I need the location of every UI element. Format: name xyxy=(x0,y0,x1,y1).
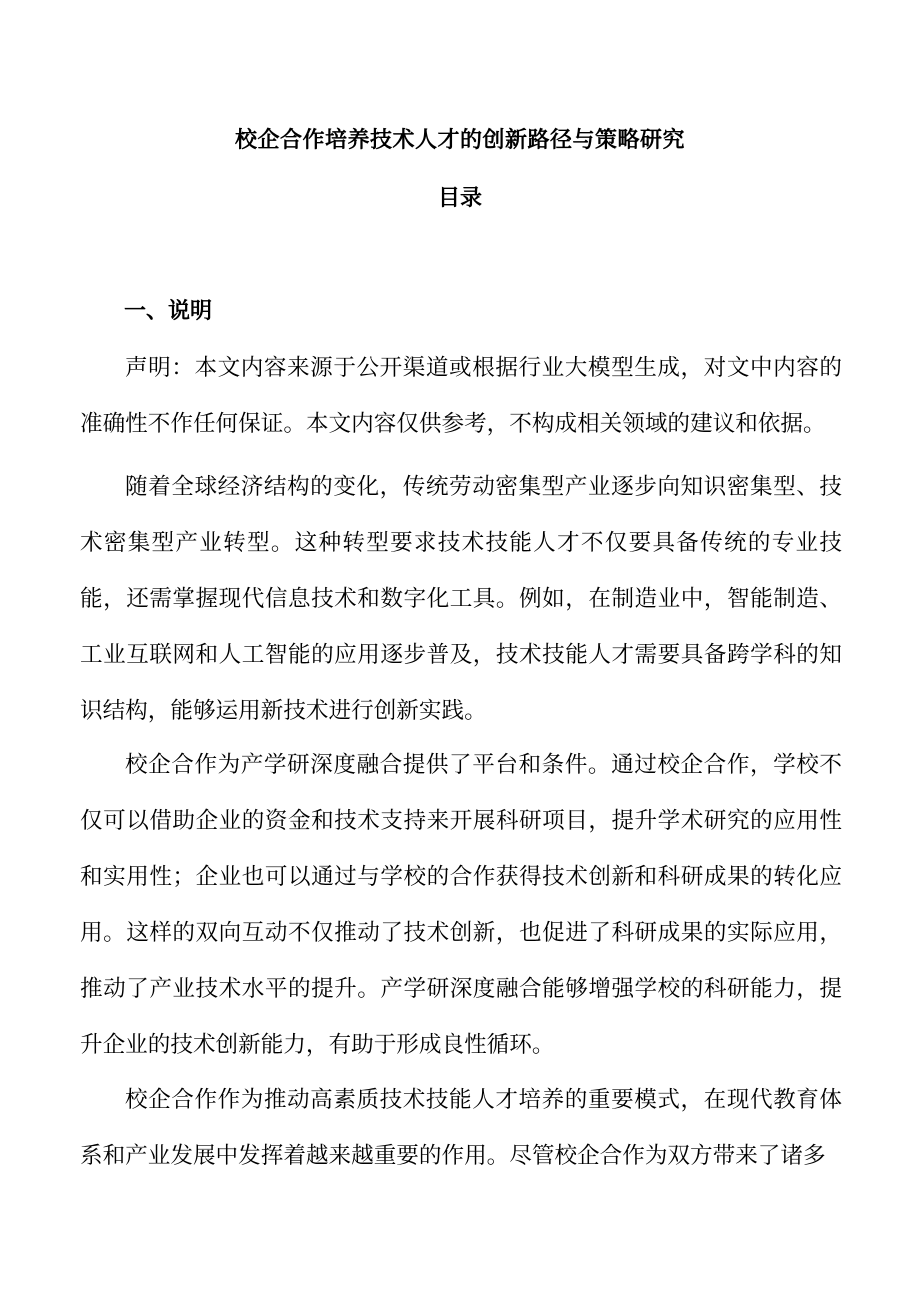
disclaimer-paragraph: 声明：本文内容来源于公开渠道或根据行业大模型生成，对文中内容的准确性不作任何保证。本文内容仅供参考，不构成相关领域的建议和依据。 xyxy=(80,355,842,437)
body-paragraph: 校企合作为产学研深度融合提供了平台和条件。通过校企合作，学校不仅可以借助企业的资金和技术支持来开展科研项目，提升学术研究的应用性和实用性；企业也可以通过与学校的合作获得技术创新和科研成果的转化应用。这样的双向互动不仅推动了技术创新，也促进了科研成果的实际应用，推动了产业技术水平的提升。产学研深度融合能够增强学校的科研能力，提升企业的技术创新能力，有助于形成良性循环。 xyxy=(80,752,842,1058)
document-title: 校企合作培养技术人才的创新路径与策略研究 xyxy=(234,127,685,153)
section-heading: 一、说明 xyxy=(124,298,213,324)
body-paragraph: 随着全球经济结构的变化，传统劳动密集型产业逐步向知识密集型、技术密集型产业转型。这种转型要求技术技能人才不仅要具备传统的专业技能，还需掌握现代信息技术和数字化工具。例如，在制造业中，智能制造、工业互联网和人工智能的应用逐步普及，技术技能人才需要具备跨学科的知识结构，能够运用新技术进行创新实践。 xyxy=(80,474,842,724)
body-paragraph: 校企合作作为推动高素质技术技能人才培养的重要模式，在现代教育体系和产业发展中发挥着越来越重要的作用。尽管校企合作为双方带来了诸多 xyxy=(80,1087,842,1169)
table-of-contents-title: 目录 xyxy=(437,185,482,211)
